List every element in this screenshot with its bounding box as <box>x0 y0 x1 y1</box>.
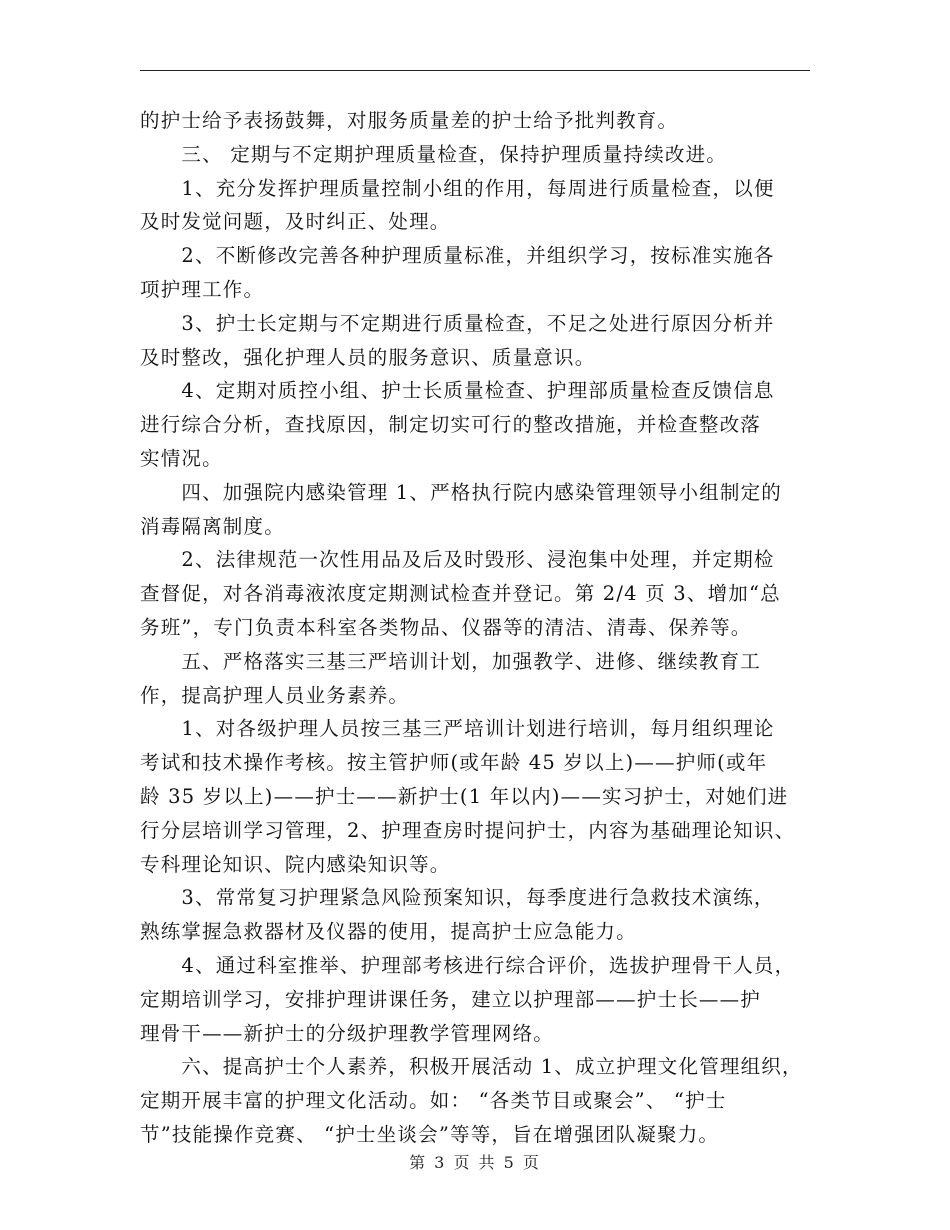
text-line: 定期开展丰富的护理文化活动。如： “各类节目或聚会”、 “护士 <box>140 1089 727 1113</box>
text-line: 考试和技术操作考核。按主管护师(或年龄 45 岁以上)——护师(或年 <box>140 751 768 775</box>
text-line: 及时整改，强化护理人员的服务意识、质量意识。 <box>140 345 596 369</box>
header-rule <box>140 70 810 71</box>
text-line: 的护士给予表扬鼓舞，对服务质量差的护士给予批判教育。 <box>140 109 679 132</box>
document-body <box>140 104 812 1152</box>
text-line: 定期培训学习，安排护理讲课任务，建立以护理部——护士长——护 <box>140 987 762 1011</box>
section-heading-4: 四、加强院内感染管理 1、严格执行院内感染管理领导小组制定的 <box>140 480 783 504</box>
text-line: 理骨干——新护士的分级护理教学管理网络。 <box>140 1021 555 1045</box>
text-line: 3、护士长定期与不定期进行质量检查，不足之处进行原因分析并 <box>140 311 775 335</box>
text-line: 2、不断修改完善各种护理质量标准，并组织学习，按标准实施各 <box>140 244 775 268</box>
text-line: 专科理论知识、院内感染知识等。 <box>140 852 451 876</box>
text-line: 项护理工作。 <box>140 277 265 301</box>
text-line: 作，提高护理人员业务素养。 <box>140 683 410 707</box>
text-line: 查督促，对各消毒液浓度定期测试检查并登记。第 2/4 页 3、增加“总 <box>140 582 781 606</box>
text-line: 消毒隔离制度。 <box>140 514 285 538</box>
text-line: 2、法律规范一次性用品及后及时毁形、浸泡集中处理，并定期检 <box>140 548 775 572</box>
text-line: 3、常常复习护理紧急风险预案知识，每季度进行急救技术演练， <box>140 886 775 910</box>
text-line: 4、定期对质控小组、护士长质量检查、护理部质量检查反馈信息 <box>140 379 775 403</box>
text-line: 1、对各级护理人员按三基三严培训计划进行培训，每月组织理论 <box>140 717 775 741</box>
text-line: 4、通过科室推举、护理部考核进行综合评价，选拔护理骨干人员， <box>140 953 796 977</box>
text-line: 务班”，专门负责本科室各类物品、仪器等的清洁、清毒、保养等。 <box>140 615 752 639</box>
section-heading-6: 六、提高护士个人素养，积极开展活动 1、成立护理文化管理组织， <box>140 1055 803 1079</box>
text-line: 实情况。 <box>140 446 223 470</box>
text-line: 及时发觉问题，及时纠正、处理。 <box>140 210 451 234</box>
text-line: 节”技能操作竞赛、 “护士坐谈会”等等，旨在增强团队凝聚力。 <box>140 1122 720 1146</box>
section-heading-5: 五、严格落实三基三严培训计划，加强教学、进修、继续教育工 <box>140 649 762 673</box>
text-line: 进行综合分析，查找原因，制定切实可行的整改措施，并检查整改落 <box>140 413 762 437</box>
page-number-footer: 第 3 页 共 5 页 <box>409 1153 541 1172</box>
text-line: 行分层培训学习管理，2、护理查房时提问护士，内容为基础理论知识、 <box>140 818 796 842</box>
text-line: 熟练掌握急救器材及仪器的使用，提高护士应急能力。 <box>140 920 637 944</box>
text-line: 龄 35 岁以上)——护士——新护士(1 年以内)——实习护士，对她们进 <box>140 784 789 808</box>
section-heading-3: 三、 定期与不定期护理质量检查，保持护理质量持续改进。 <box>140 142 727 166</box>
text-line: 1、充分发挥护理质量控制小组的作用，每周进行质量检查，以便 <box>140 176 775 200</box>
